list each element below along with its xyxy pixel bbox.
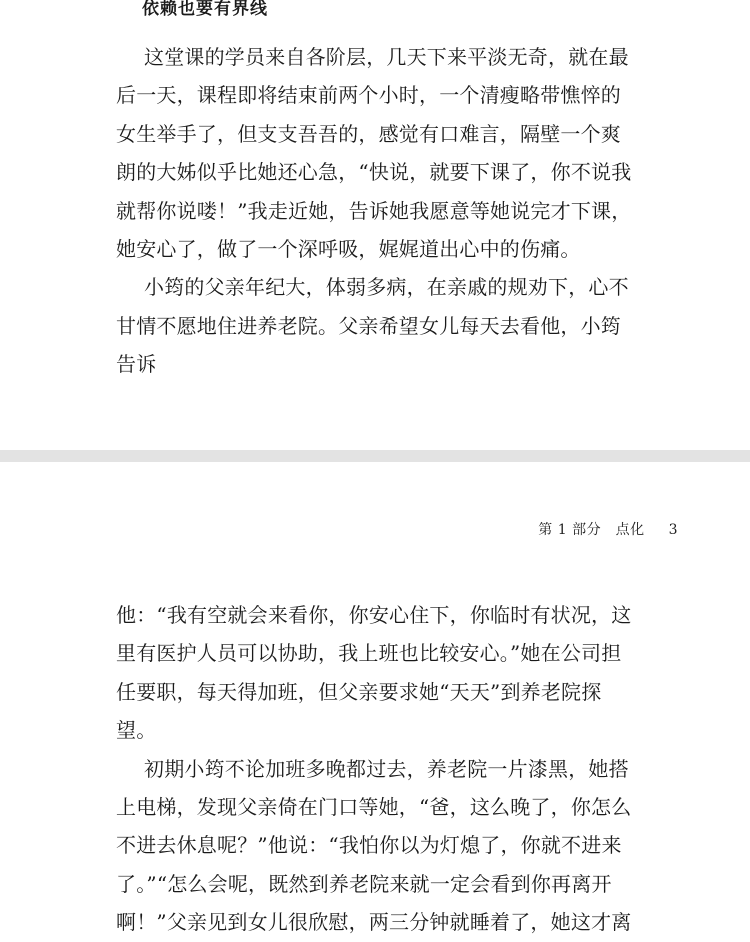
section-heading: 依赖也要有界线	[142, 0, 268, 19]
page-divider	[0, 450, 750, 462]
paragraph: 初期小筠不论加班多晚都过去，养老院一片漆黑，她搭上电梯，发现父亲倚在门口等她，“爸，这么晚了，你怎么不进去休息呢？”他说：“我怕你以为灯熄了，你就不进来了。”“怎么会呢，既然到养老院来就一定会看到你再离开啊！”父亲见到女儿很欣慰，两三分钟就睡着了，她这才离	[116, 756, 632, 935]
book-page-top	[0, 0, 750, 450]
paragraph: 小筠的父亲年纪大，体弱多病，在亲戚的规劝下，心不甘情不愿地住进养老院。父亲希望女儿每天去看他，小筠告诉	[116, 275, 629, 377]
page-body-top	[116, 38, 636, 384]
page-body-bottom	[116, 596, 636, 942]
paragraph: 他：“我有空就会来看你，你安心住下，你临时有状况，这里有医护人员可以协助，我上班也比较安心。”她在公司担任要职，每天得加班，但父亲要求她“天天”到养老院探望。	[116, 603, 632, 743]
chapter-label: 第 1 部分 点化	[538, 522, 645, 538]
running-head	[538, 520, 678, 540]
paragraph: 这堂课的学员来自各阶层，几天下来平淡无奇，就在最后一天，课程即将结束前两个小时，一个清瘦略带憔悴的女生举手了，但支支吾吾的，感觉有口难言，隔壁一个爽朗的大姊似乎比她还心急，“快说，就要下课了，你不说我就帮你说喽！”我走近她，告诉她我愿意等她说完才下课，她安心了，做了一个深呼吸，娓娓道出心中的伤痛。	[116, 45, 632, 262]
book-page-bottom	[0, 462, 750, 935]
page-number: 3	[668, 522, 678, 538]
